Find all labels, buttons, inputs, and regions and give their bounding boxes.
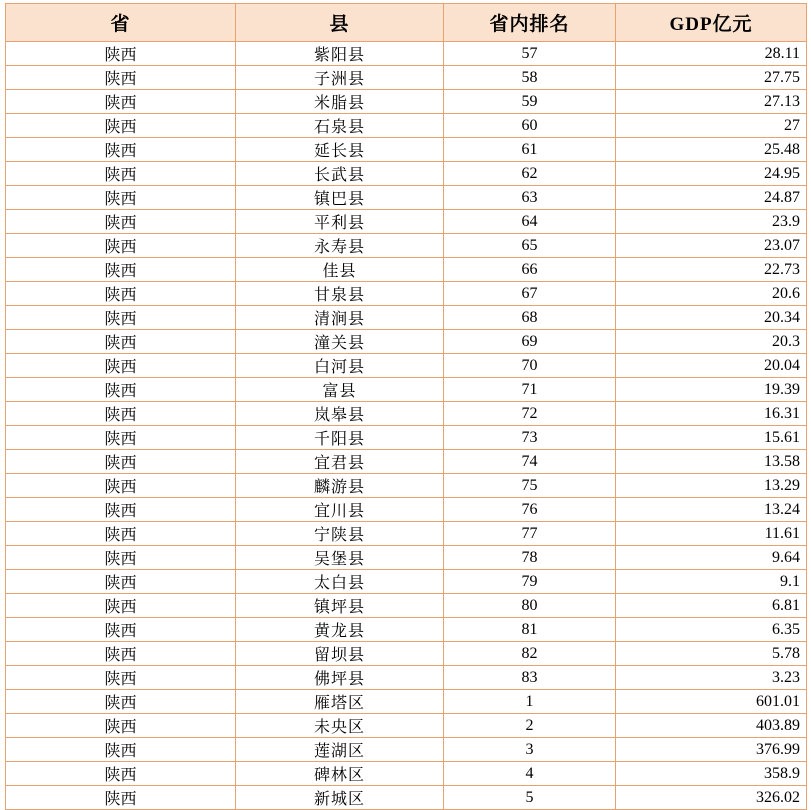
cell-rank: 4	[444, 762, 616, 786]
cell-gdp: 27	[616, 114, 807, 138]
cell-rank: 60	[444, 114, 616, 138]
cell-gdp: 23.9	[616, 210, 807, 234]
table-header	[6, 4, 807, 42]
table-row	[6, 474, 807, 498]
cell-gdp: 3.23	[616, 666, 807, 690]
column-header-rank: 省内排名	[444, 4, 616, 42]
cell-rank: 83	[444, 666, 616, 690]
table-row	[6, 738, 807, 762]
cell-province: 陕西	[6, 450, 236, 474]
cell-gdp: 376.99	[616, 738, 807, 762]
cell-gdp: 9.64	[616, 546, 807, 570]
table-row	[6, 450, 807, 474]
cell-province: 陕西	[6, 330, 236, 354]
cell-county: 长武县	[236, 162, 444, 186]
table-row	[6, 330, 807, 354]
table-row	[6, 546, 807, 570]
cell-rank: 79	[444, 570, 616, 594]
table-row	[6, 522, 807, 546]
table-row	[6, 114, 807, 138]
cell-rank: 5	[444, 786, 616, 810]
cell-rank: 71	[444, 378, 616, 402]
cell-county: 米脂县	[236, 90, 444, 114]
cell-rank: 67	[444, 282, 616, 306]
table-row	[6, 714, 807, 738]
cell-county: 镇巴县	[236, 186, 444, 210]
cell-province: 陕西	[6, 570, 236, 594]
cell-province: 陕西	[6, 546, 236, 570]
cell-gdp: 13.29	[616, 474, 807, 498]
cell-province: 陕西	[6, 762, 236, 786]
cell-province: 陕西	[6, 354, 236, 378]
cell-county: 未央区	[236, 714, 444, 738]
cell-county: 千阳县	[236, 426, 444, 450]
cell-province: 陕西	[6, 666, 236, 690]
cell-county: 吴堡县	[236, 546, 444, 570]
cell-county: 子洲县	[236, 66, 444, 90]
cell-gdp: 24.87	[616, 186, 807, 210]
cell-rank: 76	[444, 498, 616, 522]
cell-county: 富县	[236, 378, 444, 402]
cell-gdp: 13.24	[616, 498, 807, 522]
cell-county: 永寿县	[236, 234, 444, 258]
cell-rank: 75	[444, 474, 616, 498]
cell-gdp: 28.11	[616, 42, 807, 66]
cell-county: 雁塔区	[236, 690, 444, 714]
cell-gdp: 601.01	[616, 690, 807, 714]
cell-province: 陕西	[6, 162, 236, 186]
cell-province: 陕西	[6, 786, 236, 810]
cell-rank: 3	[444, 738, 616, 762]
cell-rank: 61	[444, 138, 616, 162]
cell-rank: 69	[444, 330, 616, 354]
cell-province: 陕西	[6, 690, 236, 714]
cell-province: 陕西	[6, 210, 236, 234]
cell-county: 延长县	[236, 138, 444, 162]
cell-gdp: 20.04	[616, 354, 807, 378]
cell-gdp: 27.75	[616, 66, 807, 90]
table-row	[6, 210, 807, 234]
cell-province: 陕西	[6, 426, 236, 450]
cell-gdp: 13.58	[616, 450, 807, 474]
cell-rank: 59	[444, 90, 616, 114]
cell-gdp: 358.9	[616, 762, 807, 786]
cell-gdp: 22.73	[616, 258, 807, 282]
cell-rank: 2	[444, 714, 616, 738]
cell-county: 佛坪县	[236, 666, 444, 690]
cell-gdp: 5.78	[616, 642, 807, 666]
table-row	[6, 162, 807, 186]
cell-county: 碑林区	[236, 762, 444, 786]
cell-gdp: 20.34	[616, 306, 807, 330]
cell-province: 陕西	[6, 474, 236, 498]
table-row	[6, 378, 807, 402]
cell-rank: 1	[444, 690, 616, 714]
cell-province: 陕西	[6, 618, 236, 642]
cell-province: 陕西	[6, 282, 236, 306]
cell-rank: 80	[444, 594, 616, 618]
table-row	[6, 402, 807, 426]
cell-gdp: 9.1	[616, 570, 807, 594]
cell-county: 岚皋县	[236, 402, 444, 426]
cell-rank: 57	[444, 42, 616, 66]
cell-province: 陕西	[6, 186, 236, 210]
cell-rank: 65	[444, 234, 616, 258]
cell-rank: 72	[444, 402, 616, 426]
cell-province: 陕西	[6, 306, 236, 330]
cell-gdp: 19.39	[616, 378, 807, 402]
cell-rank: 78	[444, 546, 616, 570]
cell-gdp: 6.81	[616, 594, 807, 618]
cell-county: 佳县	[236, 258, 444, 282]
cell-county: 太白县	[236, 570, 444, 594]
cell-rank: 82	[444, 642, 616, 666]
cell-county: 黄龙县	[236, 618, 444, 642]
cell-county: 平利县	[236, 210, 444, 234]
cell-gdp: 16.31	[616, 402, 807, 426]
cell-rank: 64	[444, 210, 616, 234]
cell-county: 宜川县	[236, 498, 444, 522]
cell-province: 陕西	[6, 378, 236, 402]
cell-gdp: 20.6	[616, 282, 807, 306]
table-body	[6, 42, 807, 810]
cell-province: 陕西	[6, 258, 236, 282]
cell-rank: 62	[444, 162, 616, 186]
cell-rank: 63	[444, 186, 616, 210]
cell-gdp: 15.61	[616, 426, 807, 450]
cell-province: 陕西	[6, 594, 236, 618]
table-row	[6, 666, 807, 690]
cell-gdp: 326.02	[616, 786, 807, 810]
cell-county: 镇坪县	[236, 594, 444, 618]
cell-rank: 58	[444, 66, 616, 90]
cell-county: 甘泉县	[236, 282, 444, 306]
table-row	[6, 354, 807, 378]
cell-gdp: 23.07	[616, 234, 807, 258]
column-header-gdp: GDP亿元	[616, 4, 807, 42]
gdp-table	[5, 3, 807, 810]
cell-gdp: 25.48	[616, 138, 807, 162]
cell-rank: 77	[444, 522, 616, 546]
cell-county: 新城区	[236, 786, 444, 810]
table-row	[6, 66, 807, 90]
cell-county: 白河县	[236, 354, 444, 378]
table-row	[6, 762, 807, 786]
table-row	[6, 42, 807, 66]
table-row	[6, 690, 807, 714]
table-row	[6, 234, 807, 258]
cell-county: 潼关县	[236, 330, 444, 354]
table-row	[6, 138, 807, 162]
table-row	[6, 594, 807, 618]
cell-gdp: 6.35	[616, 618, 807, 642]
cell-county: 麟游县	[236, 474, 444, 498]
cell-province: 陕西	[6, 642, 236, 666]
cell-province: 陕西	[6, 66, 236, 90]
cell-province: 陕西	[6, 714, 236, 738]
cell-rank: 73	[444, 426, 616, 450]
cell-gdp: 24.95	[616, 162, 807, 186]
table-row	[6, 426, 807, 450]
cell-gdp: 11.61	[616, 522, 807, 546]
cell-gdp: 20.3	[616, 330, 807, 354]
cell-county: 清涧县	[236, 306, 444, 330]
cell-gdp: 27.13	[616, 90, 807, 114]
cell-gdp: 403.89	[616, 714, 807, 738]
cell-province: 陕西	[6, 234, 236, 258]
table-row	[6, 618, 807, 642]
cell-rank: 74	[444, 450, 616, 474]
table-row	[6, 282, 807, 306]
cell-province: 陕西	[6, 738, 236, 762]
cell-county: 紫阳县	[236, 42, 444, 66]
cell-province: 陕西	[6, 522, 236, 546]
table-row	[6, 786, 807, 810]
table-row	[6, 642, 807, 666]
cell-province: 陕西	[6, 402, 236, 426]
cell-province: 陕西	[6, 42, 236, 66]
table-row	[6, 258, 807, 282]
cell-county: 宁陕县	[236, 522, 444, 546]
cell-county: 留坝县	[236, 642, 444, 666]
table-row	[6, 306, 807, 330]
table-header-row	[6, 4, 807, 42]
table-row	[6, 186, 807, 210]
cell-county: 莲湖区	[236, 738, 444, 762]
table-row	[6, 570, 807, 594]
column-header-county: 县	[236, 4, 444, 42]
cell-rank: 70	[444, 354, 616, 378]
cell-province: 陕西	[6, 138, 236, 162]
cell-rank: 66	[444, 258, 616, 282]
cell-rank: 81	[444, 618, 616, 642]
cell-province: 陕西	[6, 114, 236, 138]
cell-province: 陕西	[6, 498, 236, 522]
cell-county: 宜君县	[236, 450, 444, 474]
cell-rank: 68	[444, 306, 616, 330]
cell-county: 石泉县	[236, 114, 444, 138]
table-row	[6, 90, 807, 114]
cell-province: 陕西	[6, 90, 236, 114]
column-header-province: 省	[6, 4, 236, 42]
table-row	[6, 498, 807, 522]
